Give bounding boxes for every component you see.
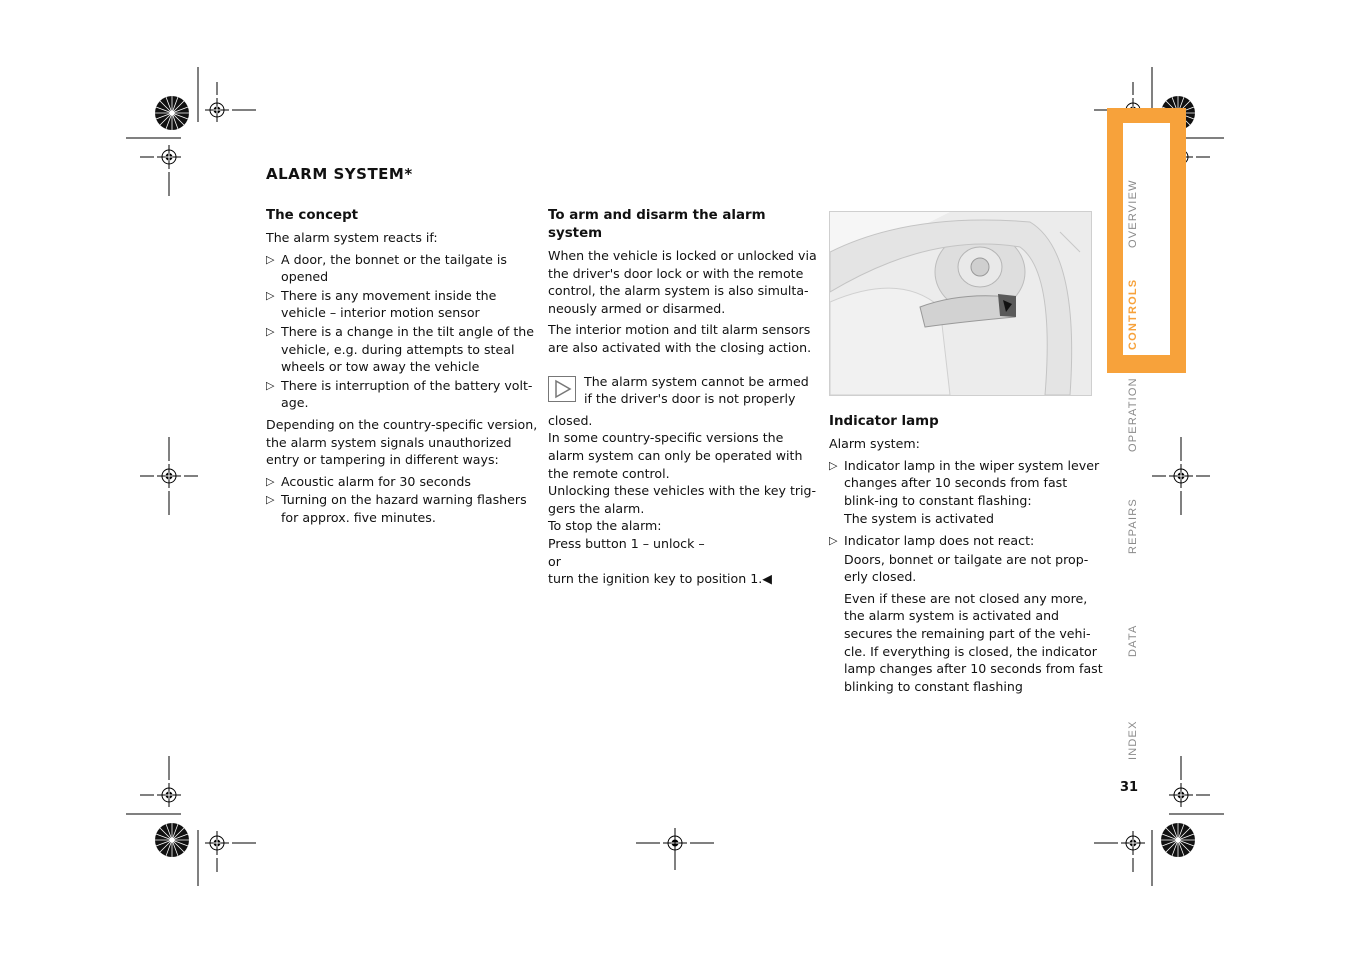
- paragraph: The alarm system reacts if:: [266, 230, 438, 245]
- steering-wheel-illustration: [830, 212, 1091, 395]
- paragraph: Depending on the country-specific version, the alarm system signals unauthorized entry or tampering in different ways:: [266, 416, 538, 468]
- triangle-right-icon: ▷: [266, 474, 275, 488]
- nav-operation[interactable]: OPERATION: [1127, 377, 1139, 452]
- nav-data[interactable]: DATA: [1127, 624, 1139, 657]
- note-text-continued: closed.: [548, 412, 593, 428]
- section-heading: Indicator lamp: [829, 414, 939, 429]
- triangle-right-icon: ▷: [829, 533, 838, 547]
- paragraph: When the vehicle is locked or unlocked via the driver's door lock or with the remote control, the alarm system is also simulta-neously armed or disarmed.: [548, 248, 817, 316]
- note-box: [548, 373, 820, 430]
- list-item: ▷ A door, the bonnet or the tailgate is opened: [266, 251, 507, 285]
- triangle-right-icon: ▷: [266, 493, 275, 507]
- note-triangle-icon: [548, 376, 576, 402]
- note-text: The alarm system cannot be armed if the driver's door is not properly: [584, 373, 809, 407]
- wiper-lever-photo: [829, 211, 1092, 396]
- page-title: ALARM SYSTEM*: [266, 165, 413, 183]
- triangle-right-icon: ▷: [266, 378, 275, 392]
- list-item-detail: Even if these are not closed any more, the alarm system is activated and secures the remaining part of the vehi-cle. If everything is closed, the indicator lamp changes after 10 seconds from fast blinking to constant flashing: [844, 590, 1103, 694]
- nav-index[interactable]: INDEX: [1127, 720, 1139, 760]
- paragraph: The interior motion and tilt alarm sensors are also activated with the closing action.: [548, 322, 812, 355]
- triangle-right-icon: ▷: [829, 458, 838, 472]
- nav-overview[interactable]: OVERVIEW: [1127, 179, 1139, 248]
- nav-repairs[interactable]: REPAIRS: [1127, 498, 1139, 554]
- column-concept: [266, 207, 538, 528]
- column-arm-disarm: [548, 207, 820, 588]
- triangle-right-icon: ▷: [266, 252, 275, 266]
- column-indicator-lamp: [829, 413, 1104, 699]
- triangle-right-icon: ▷: [266, 288, 275, 302]
- triangle-right-icon: ▷: [266, 324, 275, 338]
- paragraph: Unlocking these vehicles with the key trig-gers the alarm.: [548, 483, 817, 516]
- list-item: ▷ There is interruption of the battery volt-age.: [266, 377, 533, 411]
- list-item: ▷ Turning on the hazard warning flashers for approx. five minutes.: [266, 492, 527, 525]
- page-number: 31: [1120, 780, 1139, 795]
- list-item: ▷ Indicator lamp in the wiper system lever changes after 10 seconds from fast blink-ing to constant flashing:: [829, 457, 1100, 508]
- list-item: ▷ There is any movement inside the vehicle – interior motion sensor: [266, 287, 497, 321]
- paragraph: turn the ignition key to position 1.◀: [548, 571, 772, 587]
- list-item: ▷ Indicator lamp does not react:: [829, 532, 1035, 548]
- section-heading: The concept: [266, 208, 359, 223]
- paragraph: or: [548, 553, 561, 569]
- list-item-detail: The system is activated: [844, 511, 994, 527]
- list-item: ▷ Acoustic alarm for 30 seconds: [266, 473, 471, 489]
- paragraph: Alarm system:: [829, 436, 920, 451]
- section-heading: To arm and disarm the alarm system: [548, 208, 766, 241]
- list-item: ▷ There is a change in the tilt angle of the vehicle, e.g. during attempts to steal wheels or tow away the vehicle: [266, 323, 534, 375]
- paragraph: To stop the alarm:: [548, 518, 662, 534]
- paragraph: In some country-specific versions the alarm system can only be operated with the remote control.: [548, 430, 803, 481]
- list-item-detail: Doors, bonnet or tailgate are not prop-erly closed.: [844, 551, 1089, 585]
- nav-controls[interactable]: CONTROLS: [1127, 278, 1139, 350]
- paragraph: Press button 1 – unlock –: [548, 535, 705, 551]
